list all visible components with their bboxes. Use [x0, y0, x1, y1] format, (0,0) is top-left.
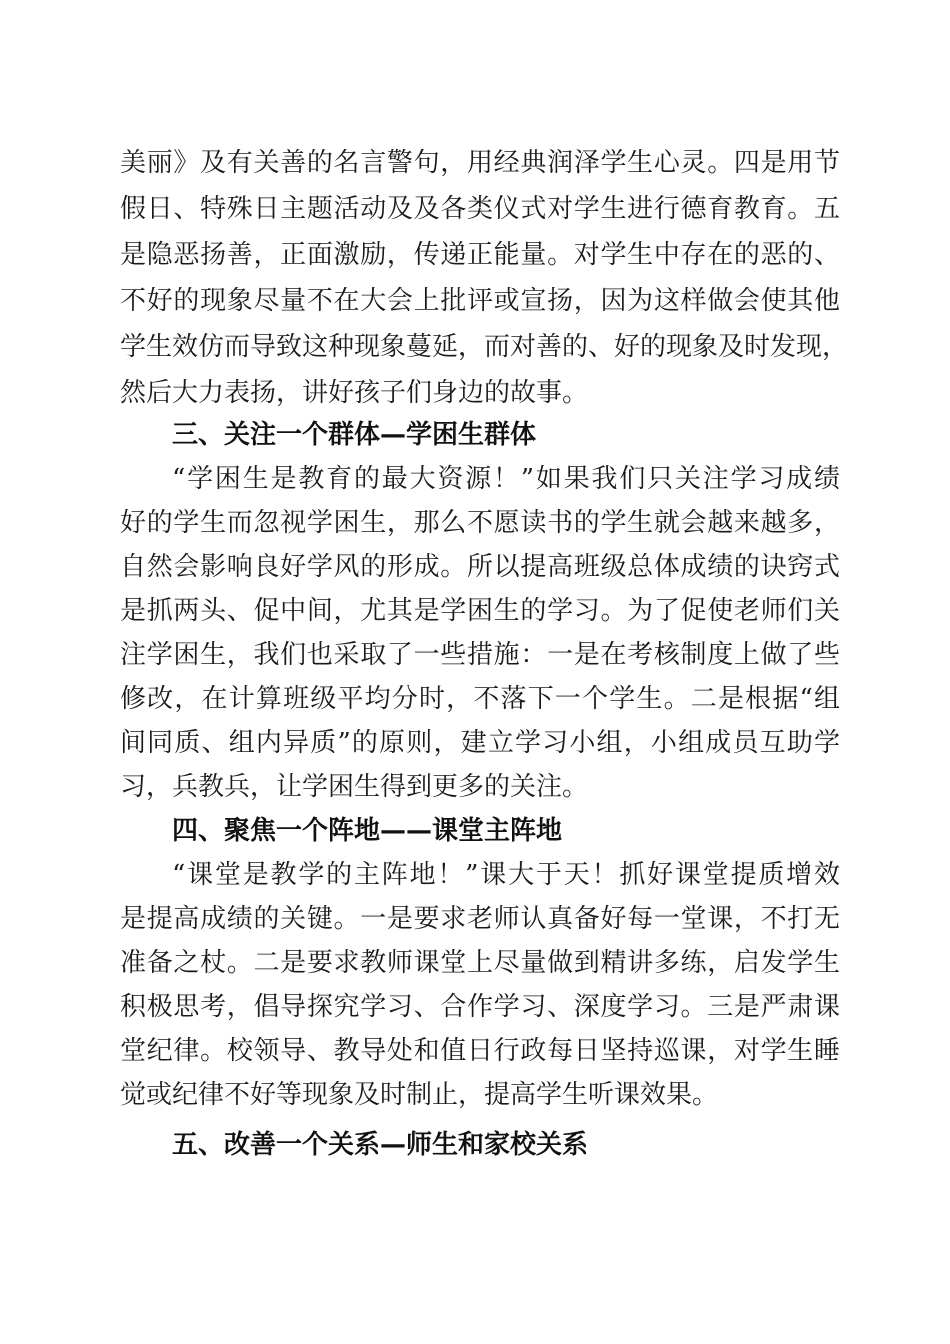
section-heading-4: 四、聚焦一个阵地——课堂主阵地: [172, 816, 563, 846]
paragraph-line: 好的学生而忽视学困生，那么不愿读书的学生就会越来越多，: [120, 508, 840, 538]
paragraph-line: 是提高成绩的关键。一是要求老师认真备好每一堂课，不打无: [120, 904, 840, 934]
paragraph-line: 假日、特殊日主题活动及及各类仪式对学生进行德育教育。五: [120, 194, 840, 224]
paragraph-line: 然后大力表扬，讲好孩子们身边的故事。: [120, 378, 589, 408]
paragraph-line: 自然会影响良好学风的形成。所以提高班级总体成绩的诀窍式: [120, 552, 840, 582]
paragraph-line: “课堂是教学的主阵地！”课大于天！抓好课堂提质增效: [172, 860, 840, 890]
paragraph-line: 修改，在计算班级平均分时，不落下一个学生。二是根据“组: [120, 684, 840, 714]
paragraph-line: 学生效仿而导致这种现象蔓延，而对善的、好的现象及时发现，: [120, 332, 849, 362]
paragraph-line: 注学困生，我们也采取了一些措施：一是在考核制度上做了些: [120, 640, 840, 670]
paragraph-line: 不好的现象尽量不在大会上批评或宣扬，因为这样做会使其他: [120, 286, 840, 316]
paragraph-line: 间同质、组内异质”的原则，建立学习小组，小组成员互助学: [120, 728, 840, 758]
paragraph-line: 积极思考，倡导探究学习、合作学习、深度学习。三是严肃课: [120, 992, 840, 1022]
section-heading-5: 五、改善一个关系—师生和家校关系: [172, 1130, 589, 1160]
paragraph-line: 准备之杖。二是要求教师课堂上尽量做到精讲多练，启发学生: [120, 948, 840, 978]
paragraph-line: 觉或纪律不好等现象及时制止，提高学生听课效果。: [120, 1080, 719, 1110]
paragraph-line: 堂纪律。校领导、教导处和值日行政每日坚持巡课，对学生睡: [120, 1036, 840, 1066]
paragraph-line: 是隐恶扬善，正面激励，传递正能量。对学生中存在的恶的、: [120, 240, 840, 270]
paragraph-line: “学困生是教育的最大资源！”如果我们只关注学习成绩: [172, 464, 840, 494]
paragraph-line: 美丽》及有关善的名言警句，用经典润泽学生心灵。四是用节: [120, 148, 840, 178]
section-heading-3: 三、关注一个群体—学困生群体: [172, 420, 537, 450]
paragraph-line: 习，兵教兵，让学困生得到更多的关注。: [120, 772, 589, 802]
paragraph-line: 是抓两头、促中间，尤其是学困生的学习。为了促使老师们关: [120, 596, 840, 626]
